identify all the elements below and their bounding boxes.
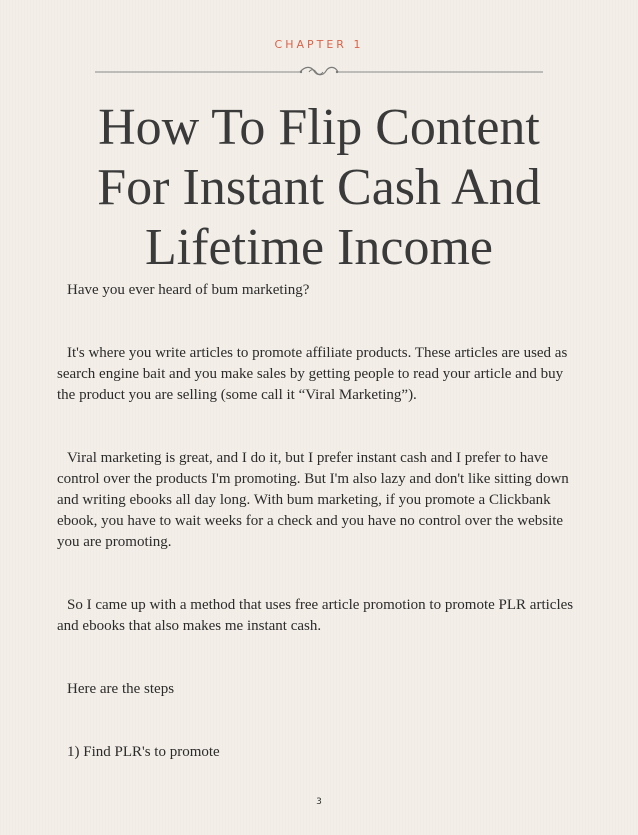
title-line: For Instant Cash And xyxy=(97,159,541,216)
paragraph: It's where you write articles to promote affiliate products. These articles are used as search engine bait and you make sales by getting people to read your article and buy the product you are selling (some call it “Viral Marketing”). xyxy=(57,345,568,403)
divider-ornament-icon xyxy=(95,63,543,79)
page-number: 3 xyxy=(316,797,322,807)
chapter-label: CHAPTER 1 xyxy=(274,38,364,51)
body-text xyxy=(57,280,579,763)
title-line: Lifetime Income xyxy=(145,219,493,276)
page-title xyxy=(0,98,638,278)
paragraph: Viral marketing is great, and I do it, but I prefer instant cash and I prefer to have control over the products I'm promoting. But I'm also lazy and don't like sitting down and writing ebooks all day long. With bum marketing, if you promote a Clickbank ebook, you have to wait weeks for a check and you have no control over the website you are promoting. xyxy=(57,450,569,550)
paragraph: So I came up with a method that uses free article promotion to promote PLR articles and ebooks that also makes me instant cash. xyxy=(57,597,574,634)
paragraph: Here are the steps xyxy=(67,681,175,697)
title-line: How To Flip Content xyxy=(98,99,540,156)
paragraph: Have you ever heard of bum marketing? xyxy=(67,282,310,298)
paragraph: 1) Find PLR's to promote xyxy=(67,744,220,760)
